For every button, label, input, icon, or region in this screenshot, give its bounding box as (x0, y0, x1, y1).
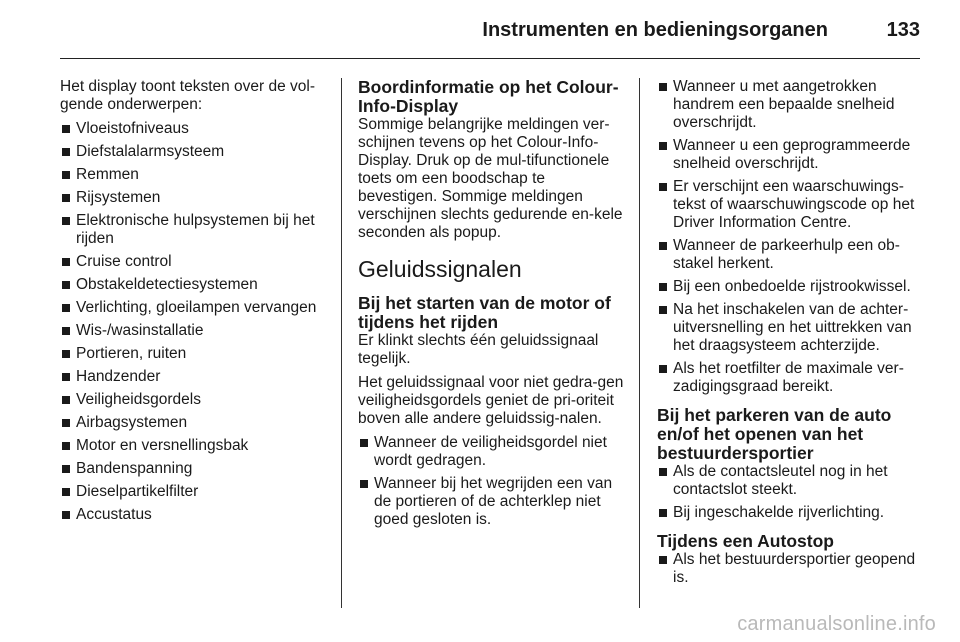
column-divider (341, 78, 342, 608)
list-item: Airbagsystemen (60, 414, 330, 432)
section-heading: Bij het starten van de motor of tijdens het rijden (358, 293, 611, 332)
list-item: Veiligheidsgordels (60, 391, 330, 409)
list-item: Portieren, ruiten (60, 345, 330, 363)
condition-list (358, 434, 624, 529)
list-item: Wanneer u een geprogrammeerde snelheid overschrijdt. (657, 137, 923, 173)
condition-list (657, 551, 923, 587)
list-item: Cruise control (60, 253, 330, 271)
list-item: Motor en versnellingsbak (60, 437, 330, 455)
column-middle (358, 78, 624, 534)
list-item: Als het roetfilter de maximale ver-zadigingsgraad bereikt. (657, 360, 923, 396)
list-item: Elektronische hulpsystemen bij het rijden (60, 212, 330, 248)
list-item: Wis-/wasinstallatie (60, 322, 330, 340)
column-left (60, 78, 330, 529)
column-divider (639, 78, 640, 608)
list-item: Vloeistofniveaus (60, 120, 330, 138)
list-item: Als het bestuurdersportier geopend is. (657, 551, 923, 587)
paragraph: Er klinkt slechts één geluidssignaal tegelijk. (358, 332, 599, 367)
list-item: Accustatus (60, 506, 330, 524)
page-number: 133 (886, 19, 920, 41)
list-item: Na het inschakelen van de achter-uitversnelling en het uittrekken van het draagsysteem achterzijde. (657, 301, 923, 355)
list-item: Remmen (60, 166, 330, 184)
condition-list (657, 78, 923, 396)
section-heading: Tijdens een Autostop (657, 531, 834, 551)
header-title: Instrumenten en bedieningsorganen (482, 19, 828, 41)
chapter-title: Geluidssignalen (358, 256, 522, 282)
paragraph: Sommige belangrijke meldingen ver-schijnen tevens op het Colour-Info-Display. Druk op de mul-tifunctionele toets om een boodschap te bevestigen. Sommige meldingen verschijnen slechts gedurende en-kele seconden als popup. (358, 116, 623, 241)
list-item: Wanneer bij het wegrijden een van de portieren of de achterklep niet goed gesloten is. (358, 475, 624, 529)
list-item: Handzender (60, 368, 330, 386)
watermark: carmanualsonline.info (737, 613, 936, 635)
list-item: Wanneer de veiligheidsgordel niet wordt gedragen. (358, 434, 624, 470)
page-header (60, 0, 920, 59)
list-item: Er verschijnt een waarschuwings-tekst of waarschuwingscode op het Driver Information Centre. (657, 178, 923, 232)
section-heading: Boordinformatie op het Colour-Info-Display (358, 77, 619, 116)
list-item: Wanneer u met aangetrokken handrem een bepaalde snelheid overschrijdt. (657, 78, 923, 132)
list-item: Verlichting, gloeilampen vervangen (60, 299, 330, 317)
paragraph: Het geluidssignaal voor niet gedra-gen veiligheidsgordels geniet de pri-oriteit boven alle andere geluidssig-nalen. (358, 374, 624, 427)
section-heading: Bij het parkeren van de auto en/of het openen van het bestuurdersportier (657, 405, 892, 463)
list-item: Bij een onbedoelde rijstrookwissel. (657, 278, 923, 296)
intro-text: Het display toont teksten over de vol-gende onderwerpen: (60, 78, 316, 113)
topic-list (60, 120, 330, 524)
list-item: Als de contactsleutel nog in het contactslot steekt. (657, 463, 923, 499)
list-item: Rijsystemen (60, 189, 330, 207)
list-item: Obstakeldetectiesystemen (60, 276, 330, 294)
condition-list (657, 463, 923, 522)
list-item: Wanneer de parkeerhulp een ob-stakel herkent. (657, 237, 923, 273)
list-item: Bandenspanning (60, 460, 330, 478)
column-right (657, 78, 923, 592)
list-item: Diefstalalarmsysteem (60, 143, 330, 161)
list-item: Dieselpartikelfilter (60, 483, 330, 501)
list-item: Bij ingeschakelde rijverlichting. (657, 504, 923, 522)
